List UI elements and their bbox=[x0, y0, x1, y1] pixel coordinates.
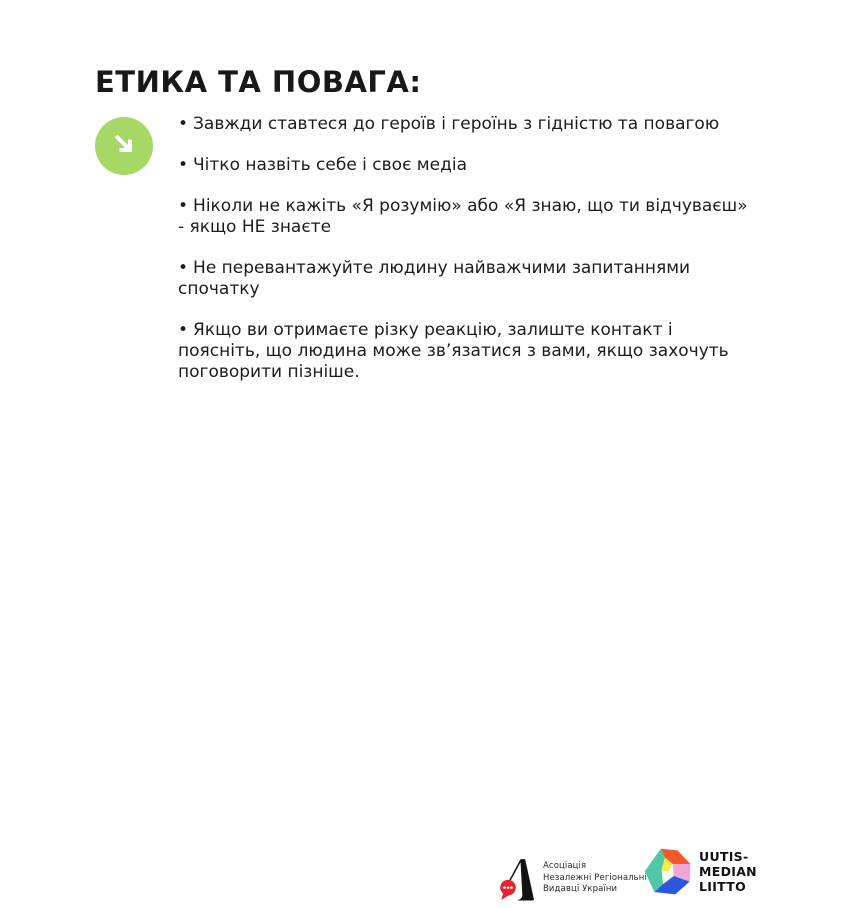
bullet-list bbox=[178, 114, 753, 403]
list-item bbox=[178, 114, 753, 135]
list-item bbox=[178, 320, 753, 383]
uutismedian-liitto-logo bbox=[644, 846, 757, 898]
airpu-logo bbox=[499, 858, 647, 904]
bullet-text: Якщо ви отримаєте різку реакцію, залиште контакт і поясніть, що людина може зв’язатися з вами, якщо захочуть поговорити пізніше. bbox=[178, 320, 729, 382]
bullet-marker: • bbox=[178, 196, 189, 216]
bullet-text: Чітко назвіть себе і своє медіа bbox=[193, 155, 467, 175]
bullet-text: Не перевантажуйте людину найважчими запитаннями спочатку bbox=[178, 258, 691, 299]
bullet-marker: • bbox=[178, 114, 189, 134]
bullet-marker: • bbox=[178, 258, 189, 278]
list-item bbox=[178, 258, 753, 300]
page-title: ЕТИКА ТА ПОВАГА: bbox=[95, 65, 422, 100]
bullet-text: Завжди ставтеся до героїв і героїнь з гідністю та повагою bbox=[193, 114, 720, 134]
airpu-name bbox=[543, 861, 647, 896]
list-item bbox=[178, 196, 753, 238]
bullet-marker: • bbox=[178, 155, 189, 175]
arrow-down-right-icon bbox=[109, 129, 139, 163]
gem-logo-icon bbox=[644, 846, 692, 898]
bullet-text: Ніколи не кажіть «Я розумію» або «Я знаю, що ти відчуваєш» - якщо НЕ знаєте bbox=[178, 196, 748, 237]
airpu-name-line: Видавці України bbox=[543, 884, 618, 894]
airpu-letter-speech-bubble-icon bbox=[499, 858, 537, 904]
airpu-name-line: Незалежні Регіональні bbox=[543, 872, 647, 883]
footer-logos bbox=[0, 420, 860, 894]
airpu-name-line: Асоціація bbox=[543, 861, 587, 871]
uml-name-line: LIITTO bbox=[699, 879, 747, 894]
green-circle-badge bbox=[95, 117, 153, 175]
list-item bbox=[178, 155, 753, 176]
bullet-marker: • bbox=[178, 320, 189, 340]
uml-name-line: MEDIAN bbox=[699, 864, 757, 879]
uml-name-line: UUTIS- bbox=[699, 849, 749, 864]
uutismedian-liitto-name bbox=[699, 849, 757, 894]
